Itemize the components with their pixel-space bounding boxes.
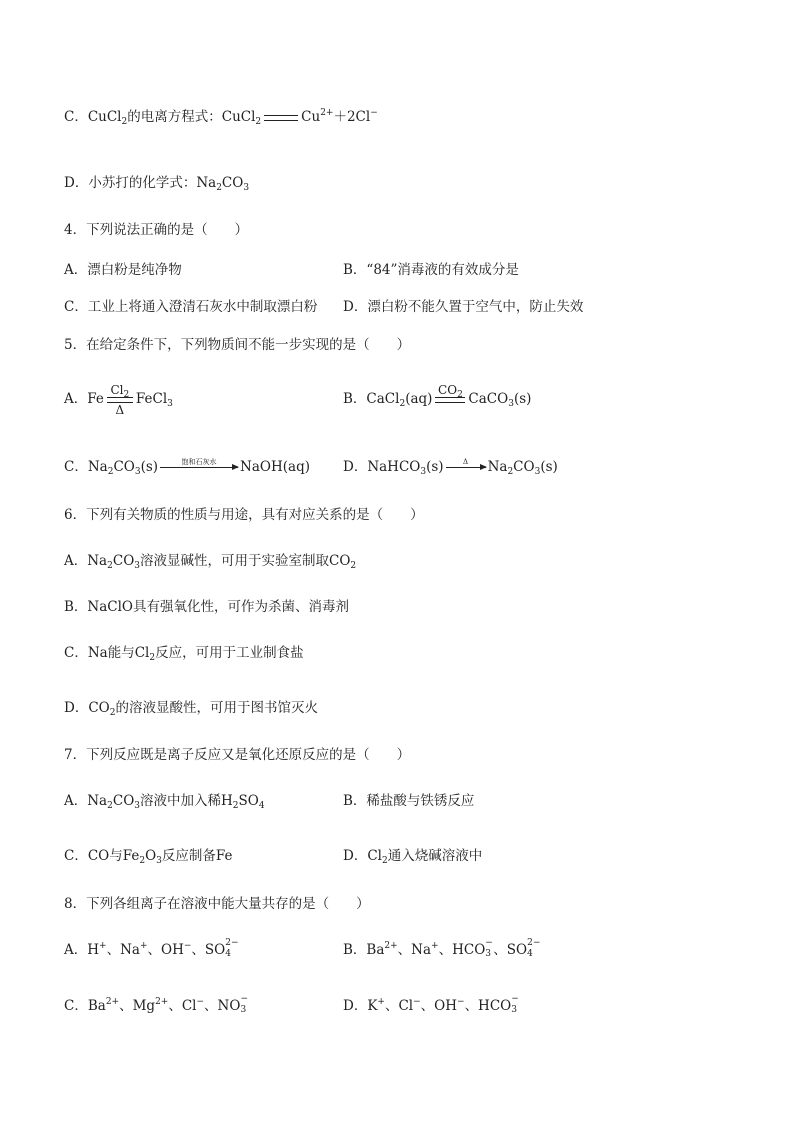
- equation-sign: [264, 115, 298, 121]
- q6-option-c: C．Na能与$Cl_2$反应，可用于工业制食盐: [64, 645, 304, 663]
- reaction-arrow: 饱和石灰水: [160, 458, 238, 478]
- reaction-condition: $CO_2$: [435, 383, 465, 417]
- q4-option-c: C．工业上将通入澄清石灰水中制取漂白粉: [64, 299, 318, 315]
- q5-option-b: B．CaCl$_2$(aq) $CO_2$ CaCO$_3$(s): [343, 377, 531, 421]
- q4-option-d: D．漂白粉不能久置于空气中，防止失效: [343, 299, 584, 315]
- q8-options-ab: [64, 940, 744, 960]
- q6-option-a: A．$Na_2CO_3$溶液显碱性，可用于实验室制取$CO_2$: [64, 553, 357, 571]
- q4-stem: 4．下列说法正确的是（ ）: [64, 222, 249, 238]
- q5-options-ab: [64, 377, 744, 421]
- q7-option-d: D．$Cl_2$通入烧碱溶液中: [343, 848, 483, 866]
- q5-options-cd: [64, 457, 744, 478]
- q8-option-b: B．$Ba^{2+}$、Na+、HCO − 3 、SO 2− 4: [343, 938, 541, 959]
- reaction-condition: $Cl_2$ Δ: [107, 383, 133, 417]
- q3-option-c: C．CuCl$_2$的电离方程式：CuCl$_2$ $Cu^{2+}+2Cl^-$: [64, 108, 378, 127]
- q7-option-a: A．$Na_2CO_3$溶液中加入稀$H_2SO_4$: [64, 793, 265, 811]
- q8-option-a: A．H+、Na+、OH−、SO 2− 4: [64, 938, 239, 959]
- q8-stem: 8．下列各组离子在溶液中能大量共存的是（ ）: [64, 896, 370, 912]
- q5-option-c: C．$Na_2CO_3(s)$ 饱和石灰水 NaOH(aq): [64, 457, 310, 477]
- q8-options-cd: [64, 996, 744, 1016]
- q4-options-ab: [64, 260, 744, 280]
- q6-option-d: D．$CO_2$的溶液显酸性，可用于图书馆灭火: [64, 700, 318, 718]
- q7-options-ab: [64, 791, 744, 811]
- q6-option-b: B．NaClO具有强氧化性，可作为杀菌、消毒剂: [64, 599, 349, 615]
- q5-stem: 5．在给定条件下，下列物质间不能一步实现的是（ ）: [64, 337, 411, 353]
- q3-c-text: C．CuCl: [64, 109, 122, 125]
- q4-option-b: B．“84”消毒液的有效成分是: [343, 262, 519, 278]
- q8-option-c: C．$Ba^{2+}$、$Mg^{2+}$、Cl−、NO − 3: [64, 994, 248, 1015]
- q7-stem: 7．下列反应既是离子反应又是氧化还原反应的是（ ）: [64, 747, 411, 763]
- q4-options-cd: [64, 297, 744, 317]
- q7-option-c: C．CO与$Fe_2O_3$反应制备Fe: [64, 848, 233, 866]
- q8-option-d: D．K+、Cl−、OH−、HCO − 3: [343, 994, 519, 1015]
- q5-option-d: D．NaHCO$_3$(s) Δ $Na_2CO_3(s)$: [343, 457, 558, 477]
- q7-option-b: B．稀盐酸与铁锈反应: [343, 793, 475, 809]
- reaction-arrow: Δ: [446, 458, 486, 478]
- q5-option-a: A．Fe $Cl_2$ Δ FeCl$_3$: [64, 382, 173, 417]
- q4-option-a: A．漂白粉是纯净物: [64, 262, 182, 278]
- q3-option-d: D．小苏打的化学式：$Na_2CO_3$: [64, 175, 250, 193]
- q7-options-cd: [64, 846, 744, 866]
- q6-stem: 6．下列有关物质的性质与用途，具有对应关系的是（ ）: [64, 507, 424, 523]
